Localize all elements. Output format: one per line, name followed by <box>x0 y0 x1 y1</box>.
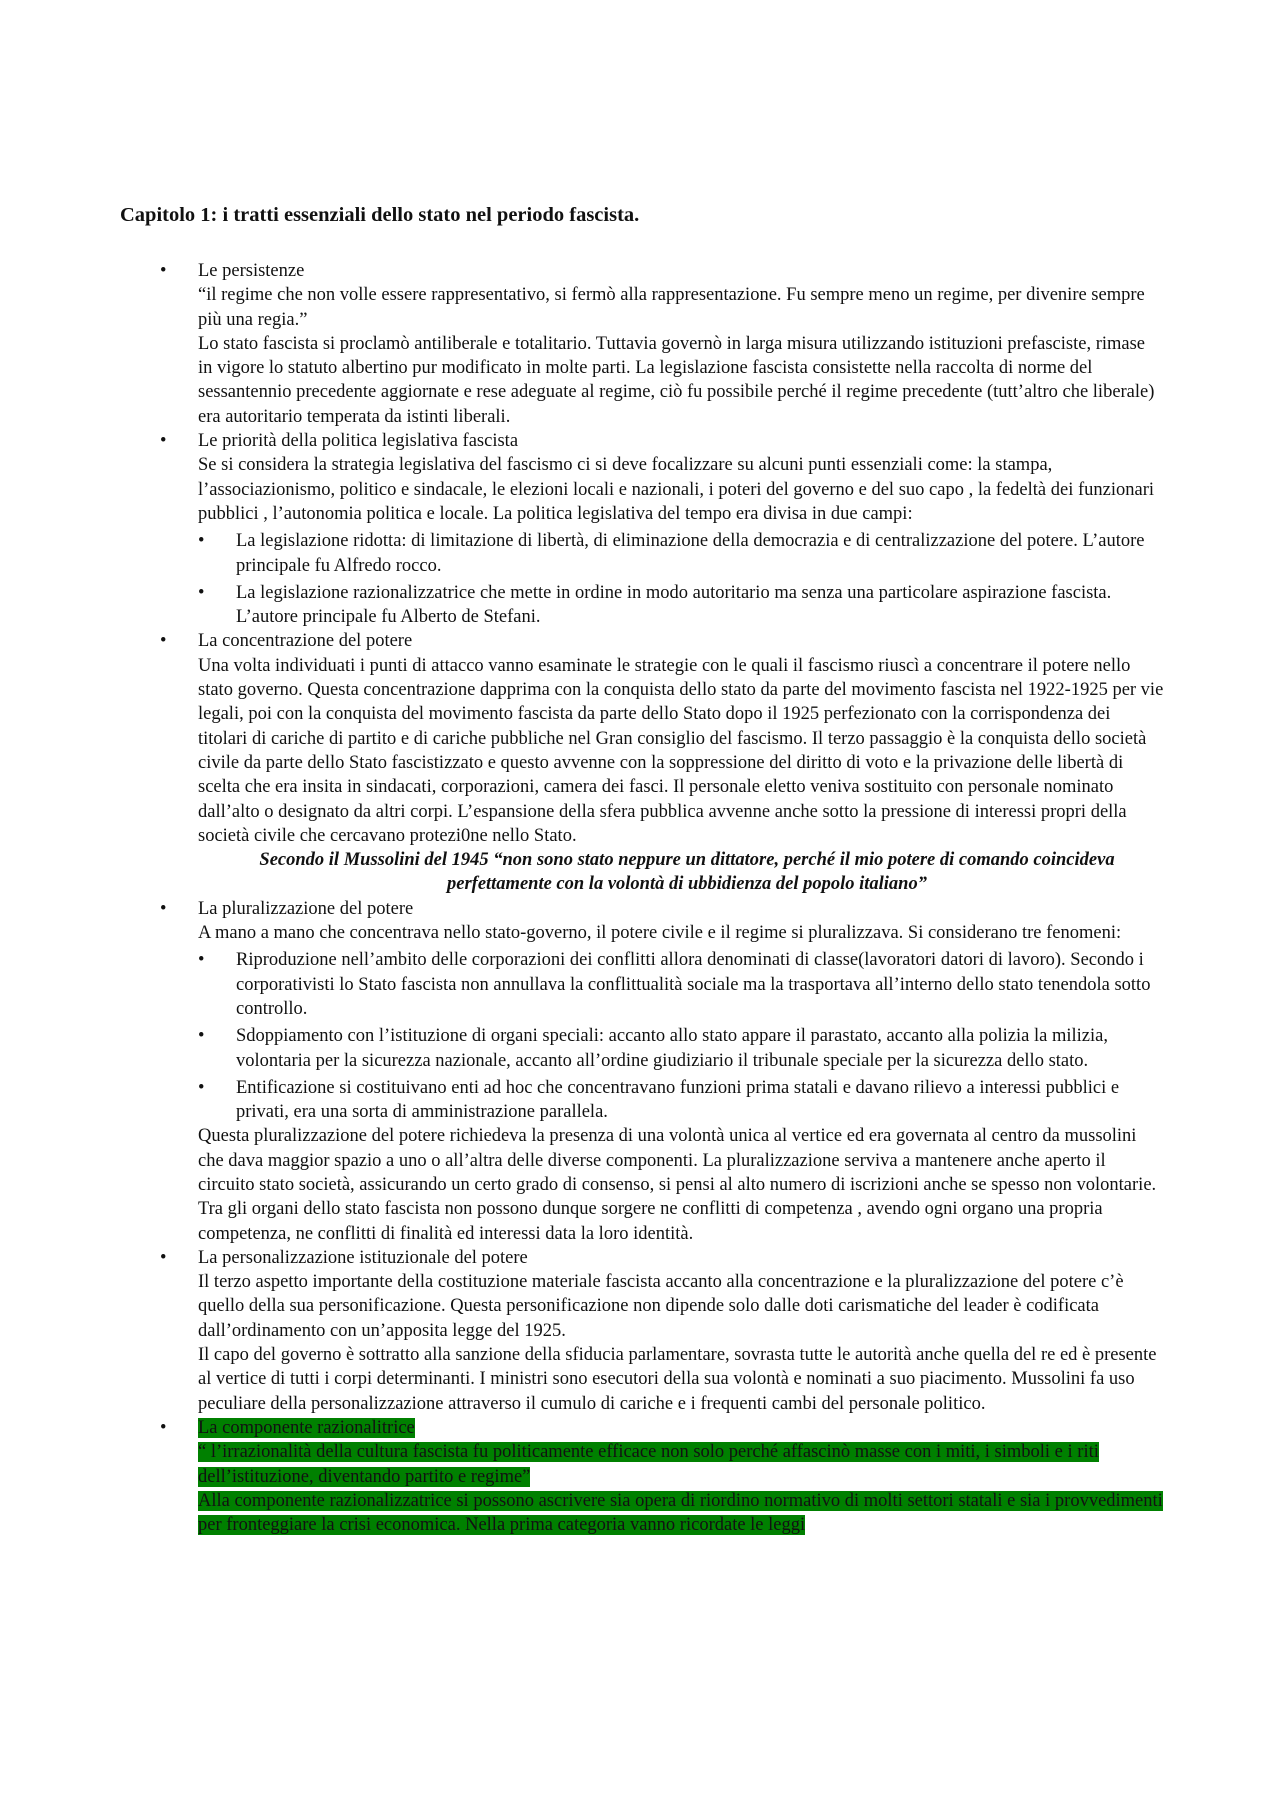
section-personalizzazione <box>160 1246 1164 1416</box>
bullet-marker: • <box>198 582 205 603</box>
body-paragraph: Una volta individuati i punti di attacco vanno esaminate le strategie con le quali il fascismo riuscì a concentrare il potere nello stato governo. Questa concentrazione dapprima con la conquista dello stato da parte del movimento fascista nel 1922-1925 per vie legali, poi con la conquista del movimento fascista da parte dello Stato dopo il 1925 perfezionato con la corrispondenza dei titolari di cariche di partito e di cariche pubbliche nel Gran consiglio del fascismo. Il terzo passaggio è la conquista dello società civile da parte dello Stato fascistizzato e questo avvenne con la soppressione del diritto di voto e la privazione delle libertà di scelta che era insita in sindacati, corporazioni, camera dei fasci. Il personale eletto veniva sostituito con personale nominato dall’alto o designato da altri corpi. L’espansione della sfera pubblica avvenne anche sotto la pressione di interessi propri della società civile che cercavano protezi0ne nello Stato. <box>198 655 1164 846</box>
quote-paragraph <box>198 1440 1164 1489</box>
section-persistenze <box>160 259 1164 429</box>
bullet-marker: • <box>160 898 167 919</box>
section-heading <box>198 1416 1164 1440</box>
body-paragraph: Se si considera la strategia legislativa del fascismo ci si deve focalizzare su alcuni punti essenziali come: la stampa, l’associazionismo, politico e sindacale, le elezioni locali e nazionali, i poteri del governo e del suo capo , la fedeltà dei funzionari pubblici , l’autonomia politica e locale. La politica legislativa del tempo era divisa in due campi: <box>198 455 1154 524</box>
list-item-text: La legislazione razionalizzatrice che mette in ordine in modo autoritario ma senza una particolare aspirazione fascista. L’autore principale fu Alberto de Stefani. <box>236 582 1112 628</box>
list-item <box>198 1024 1164 1073</box>
section-heading: Le priorità della politica legislativa fascista <box>198 431 519 452</box>
section-concentrazione <box>160 629 1164 896</box>
bullet-marker: • <box>160 631 167 652</box>
body-paragraph: Tra gli organi dello stato fascista non possono dunque sorgere ne conflitti di competenza , avendo ogni organo una propria competenza, ne conflitti di finalità ed interessi data la loro identità. <box>198 1199 1103 1244</box>
bullet-marker: • <box>198 1077 205 1098</box>
document-body <box>160 259 1164 1537</box>
section-componente-razionalitrice <box>160 1416 1164 1537</box>
section-priorita <box>160 429 1164 629</box>
list-item-text: La legislazione ridotta: di limitazione di libertà, di eliminazione della democrazia e di centralizzazione del potere. L’autore principale fu Alfredo rocco. <box>236 531 1145 576</box>
list-item-text: Sdoppiamento con l’istituzione di organi speciali: accanto allo stato appare il parastato, accanto alla polizia la milizia, volontaria per la sicurezza nazionale, accanto all’ordine giudiziario il tribunale speciale per la sicurezza dello stato. <box>236 1026 1108 1071</box>
section-heading: La concentrazione del potere <box>198 631 413 652</box>
list-item <box>198 1076 1164 1125</box>
sub-list <box>198 529 1164 629</box>
list-item <box>198 529 1164 578</box>
list-item <box>198 581 1164 630</box>
body-paragraph: Il terzo aspetto importante della costituzione materiale fascista accanto alla concentrazione e la pluralizzazione del potere c’è quello della sua personificazione. Questa personificazione non dipende solo dalle doti carismatiche del leader è codificata dall’ordinamento con un’apposita legge del 1925. <box>198 1272 1124 1341</box>
highlighted-text: Alla componente razionalizzatrice si possono ascrivere sia opera di riordino normativo di molti settori statali e sia i provvedimenti per fronteggiare la crisi economica. Nella prima categoria vanno ricordate le leggi <box>198 1490 1163 1536</box>
document-title: Capitolo 1: i tratti essenziali dello stato nel periodo fascista. <box>120 204 640 226</box>
bullet-marker: • <box>198 1026 205 1047</box>
list-item-text: Entificazione si costituivano enti ad hoc che concentravano funzioni prima statali e davano rilievo a interessi pubblici e privati, era una sorta di amministrazione parallela. <box>236 1077 1120 1123</box>
bullet-marker: • <box>198 950 205 971</box>
sub-list <box>198 948 1164 1124</box>
highlighted-text: La componente razionalitrice <box>198 1417 415 1438</box>
body-paragraph: Lo stato fascista si proclamò antiliberale e totalitario. Tuttavia governò in larga misura utilizzando istituzioni prefasciste, rimase in vigore lo statuto albertino pur modificato in molte parti. La legislazione fascista consistette nella raccolta di norme del sessantennio precedente aggiornate e rese adeguate al regime, ciò fu possibile perché il regime precedente (tutt’altro che liberale) era autoritario temperata da istinti liberali. <box>198 333 1155 427</box>
bullet-marker: • <box>160 261 167 281</box>
bullet-marker: • <box>198 531 205 552</box>
bullet-marker: • <box>160 431 167 452</box>
body-paragraph: Questa pluralizzazione del potere richiedeva la presenza di una volontà unica al vertice ed era governata al centro da mussolini che dava maggior spazio a uno o all’altra delle diverse componenti. La pluralizzazione serviva a mantenere anche aperto il circuito stato società, assicurando un certo grado di consenso, si pensi al alto numero di iscrizioni anche se spesso non volontarie. <box>198 1126 1157 1195</box>
body-paragraph: A mano a mano che concentrava nello stato-governo, il potere civile e il regime si pluralizzava. Si considerano tre fenomeni: <box>198 923 1122 944</box>
list-item-text: Riproduzione nell’ambito delle corporazioni dei conflitti allora denominati di classe(lavoratori datori di lavoro). Secondo i corporativisti lo Stato fascista non annullava la conflittualità sociale ma la trasportava all’interno dello stato tenendola sotto controllo. <box>236 950 1151 1019</box>
highlighted-text: “ l’irrazionalità della cultura fascista fu politicamente efficace non solo perché affascinò masse con i miti, i simboli e i riti dell’istituzione, diventando partito e regime” <box>198 1442 1099 1487</box>
section-heading: Le persistenze <box>198 261 305 281</box>
list-item <box>198 948 1164 1021</box>
mussolini-quote: Secondo il Mussolini del 1945 “non sono stato neppure un dittatore, perché il mio potere di comando coincideva perfettamente con la volontà di ubbidienza del popolo italiano” <box>259 850 1115 895</box>
bullet-marker: • <box>160 1247 167 1268</box>
quote-paragraph: “il regime che non volle essere rappresentativo, si fermò alla rappresentazione. Fu sempre meno un regime, per divenire sempre più una regia.” <box>198 285 1145 330</box>
section-pluralizzazione <box>160 897 1164 1246</box>
section-heading: La personalizzazione istituzionale del potere <box>198 1247 528 1268</box>
body-paragraph <box>198 1489 1164 1538</box>
body-paragraph: Il capo del governo è sottratto alla sanzione della sfiducia parlamentare, sovrasta tutte le autorità anche quella del re ed è presente al vertice di tutti i corpi determinanti. I ministri sono esecutori della sua volontà e nominati a suo piacimento. Mussolini fa uso peculiare della personalizzazione attraverso il cumulo di cariche e i frequenti cambi del personale politico. <box>198 1345 1157 1414</box>
bullet-marker: • <box>160 1417 167 1438</box>
section-heading: La pluralizzazione del potere <box>198 898 414 919</box>
